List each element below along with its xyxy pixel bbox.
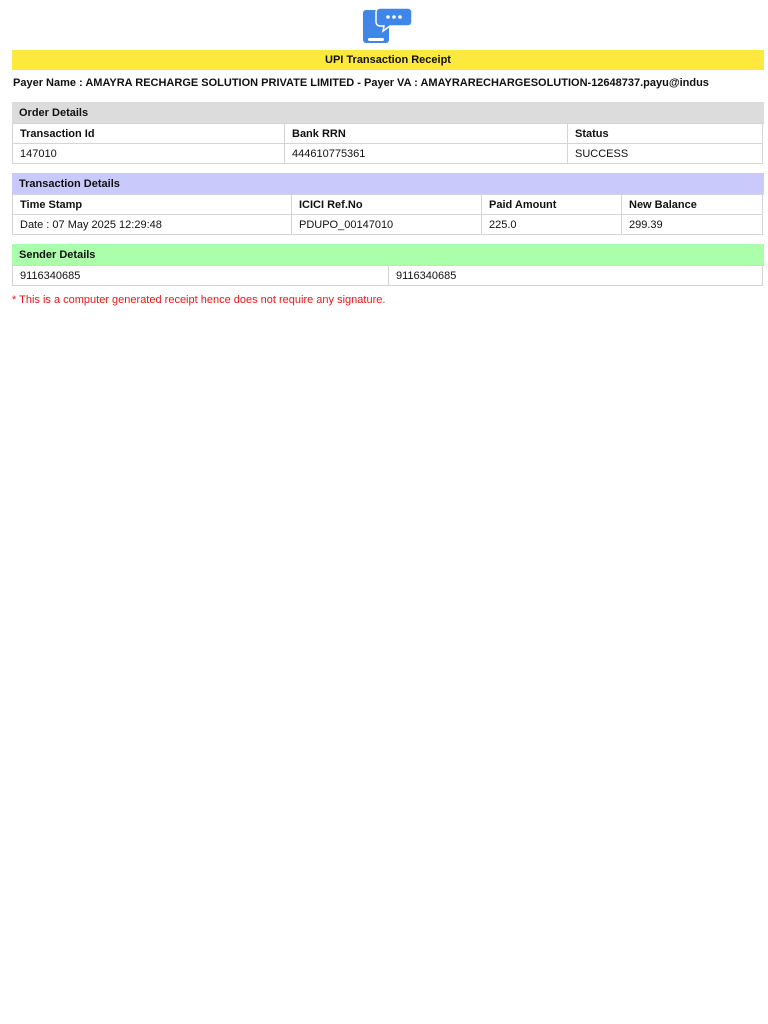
paid-amount-header: Paid Amount [482, 195, 622, 215]
order-details-table [12, 123, 764, 164]
signature-disclaimer: * This is a computer generated receipt hence does not require any signature. [12, 294, 386, 306]
icici-ref-header: ICICI Ref.No [292, 195, 482, 215]
paid-amount-value: 225.0 [482, 215, 622, 235]
sender-details-heading: Sender Details [12, 244, 764, 265]
sender-details-table [12, 265, 764, 286]
order-details-section [12, 102, 764, 164]
sender-details-section [12, 244, 764, 286]
new-balance-value: 299.39 [622, 215, 763, 235]
order-details-heading: Order Details [12, 102, 764, 123]
status-header: Status [568, 124, 763, 144]
icici-ref-value: PDUPO_00147010 [292, 215, 482, 235]
new-balance-header: New Balance [622, 195, 763, 215]
bank-rrn-value: 444610775361 [285, 144, 568, 164]
bank-rrn-header: Bank RRN [285, 124, 568, 144]
payer-info: Payer Name : AMAYRA RECHARGE SOLUTION PRIVATE LIMITED - Payer VA : AMAYRARECHARGESOLUTION-12648737.payu@indus [13, 77, 709, 89]
receipt-title: UPI Transaction Receipt [12, 50, 764, 70]
status-value: SUCCESS [568, 144, 763, 164]
time-stamp-header: Time Stamp [13, 195, 292, 215]
transaction-id-header: Transaction Id [13, 124, 285, 144]
transaction-details-heading: Transaction Details [12, 173, 764, 194]
transaction-details-section [12, 173, 764, 235]
time-stamp-value: Date : 07 May 2025 12:29:48 [13, 215, 292, 235]
phone-chat-icon [360, 6, 416, 46]
sender-number-value-2: 9116340685 [389, 266, 763, 286]
transaction-id-value: 147010 [13, 144, 285, 164]
transaction-details-table [12, 194, 764, 235]
sender-number-value: 9116340685 [13, 266, 389, 286]
